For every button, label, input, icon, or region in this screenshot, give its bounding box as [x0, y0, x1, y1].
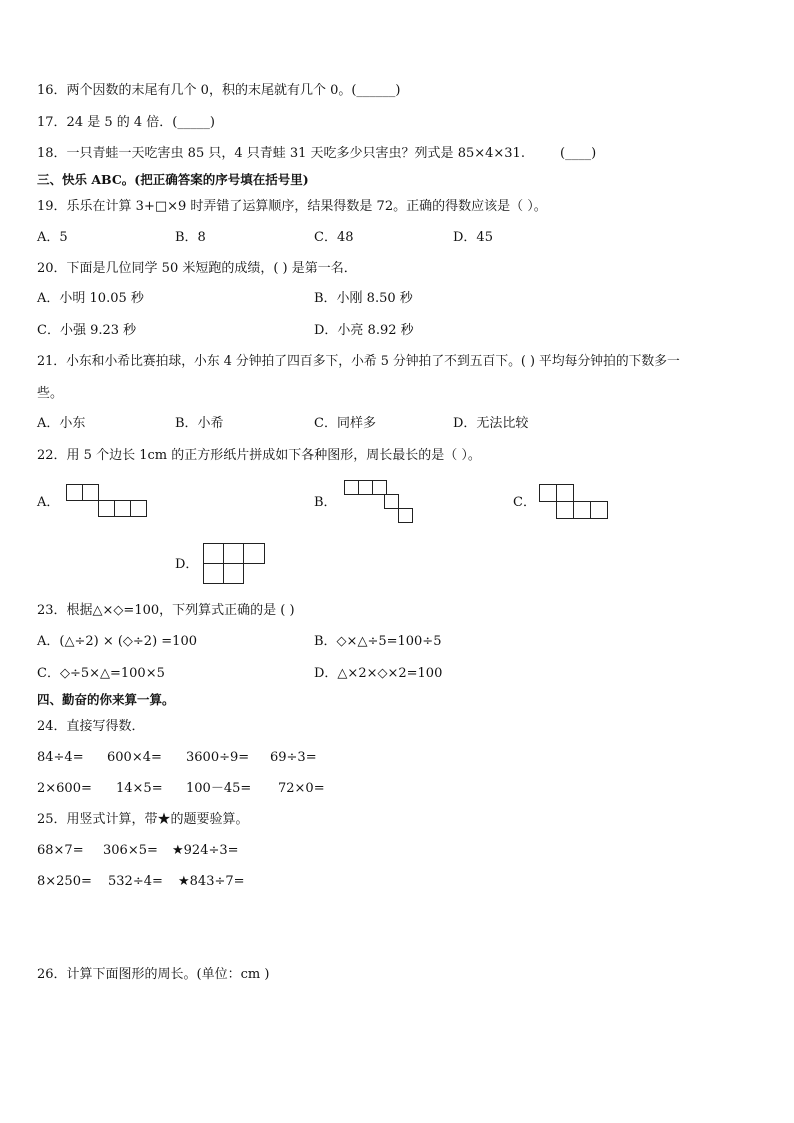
- q19-option-c: C．48: [314, 230, 354, 245]
- q21-option-a: A．小东: [37, 416, 86, 431]
- q23-option-d: D．△×2×◇×2=100: [314, 666, 443, 681]
- q21-option-d: D．无法比较: [453, 416, 529, 431]
- question-18: 18．一只青蛙一天吃害虫 85 只，4 只青蛙 31 天吃多少只害虫？列式是 85×4×31.: [37, 146, 525, 161]
- q22-label-d: D．: [175, 557, 199, 572]
- question-25: 25．用竖式计算，带★的题要验算。: [37, 812, 249, 827]
- q25-r1-c3: ★924÷3=: [172, 843, 239, 858]
- q19-option-a: A．5: [37, 230, 68, 245]
- q23-option-c: C．◇÷5×△=100×5: [37, 666, 165, 681]
- q22-figure-c: [539, 484, 611, 522]
- q22-label-b: B．: [314, 495, 337, 510]
- q19-option-b: B．8: [175, 230, 206, 245]
- question-19: 19．乐乐在计算 3+□×9 时弄错了运算顺序，结果得数是 72。正确的得数应该是（ ）。: [37, 199, 547, 214]
- question-21-line-1: 21．小东和小希比赛拍球，小东 4 分钟拍了四百多下，小希 5 分钟拍了不到五百下。( ) 平均每分钟拍的下数多一: [37, 354, 680, 369]
- q23-option-b: B．◇×△÷5=100÷5: [314, 634, 442, 649]
- q24-r2-c1: 2×600=: [37, 781, 92, 796]
- q25-r1-c2: 306×5=: [103, 843, 158, 858]
- question-22: 22．用 5 个边长 1cm 的正方形纸片拼成如下各种图形，周长最长的是（ ）。: [37, 448, 481, 463]
- question-16: 16．两个因数的末尾有几个 0，积的末尾就有几个 0。(______): [37, 83, 401, 98]
- question-23: 23．根据△×◇=100，下列算式正确的是 ( ): [37, 603, 295, 618]
- q24-r1-c2: 600×4=: [107, 750, 162, 765]
- q20-option-c: C．小强 9.23 秒: [37, 323, 137, 338]
- section-4-heading: 四、勤奋的你来算一算。: [37, 692, 175, 707]
- q20-option-a: A．小明 10.05 秒: [37, 291, 144, 306]
- section-3-heading: 三、快乐 ABC。(把正确答案的序号填在括号里): [37, 172, 309, 187]
- q24-r2-c2: 14×5=: [116, 781, 163, 796]
- q25-r2-c2: 532÷4=: [108, 874, 163, 889]
- q25-r2-c3: ★843÷7=: [178, 874, 245, 889]
- question-20: 20．下面是几位同学 50 米短跑的成绩，( ) 是第一名．: [37, 261, 357, 276]
- q23-option-a: A．(△÷2) × (◇÷2) =100: [37, 634, 197, 649]
- q19-option-d: D．45: [453, 230, 493, 245]
- q20-option-b: B．小刚 8.50 秒: [314, 291, 413, 306]
- q24-r1-c4: 69÷3=: [270, 750, 317, 765]
- q22-figure-a: [66, 484, 150, 520]
- q22-figure-b: [344, 480, 416, 524]
- q22-label-a: A．: [37, 495, 60, 510]
- q21-option-c: C．同样多: [314, 416, 376, 431]
- q22-figure-d: [203, 543, 269, 587]
- q22-label-c: C．: [513, 495, 536, 510]
- question-24: 24．直接写得数．: [37, 719, 145, 734]
- q24-r2-c3: 100－45=: [186, 781, 252, 796]
- q20-option-d: D．小亮 8.92 秒: [314, 323, 414, 338]
- q24-r1-c3: 3600÷9=: [186, 750, 250, 765]
- question-17: 17．24 是 5 的 4 倍．(_____): [37, 115, 215, 130]
- question-21-line-2: 些。: [37, 386, 64, 401]
- q24-r2-c4: 72×0=: [278, 781, 325, 796]
- q24-r1-c1: 84÷4=: [37, 750, 84, 765]
- q21-option-b: B．小希: [175, 416, 224, 431]
- question-18-blank: (____): [560, 146, 597, 161]
- q25-r2-c1: 8×250=: [37, 874, 92, 889]
- q25-r1-c1: 68×7=: [37, 843, 84, 858]
- question-26: 26．计算下面图形的周长。(单位：cm ): [37, 967, 270, 982]
